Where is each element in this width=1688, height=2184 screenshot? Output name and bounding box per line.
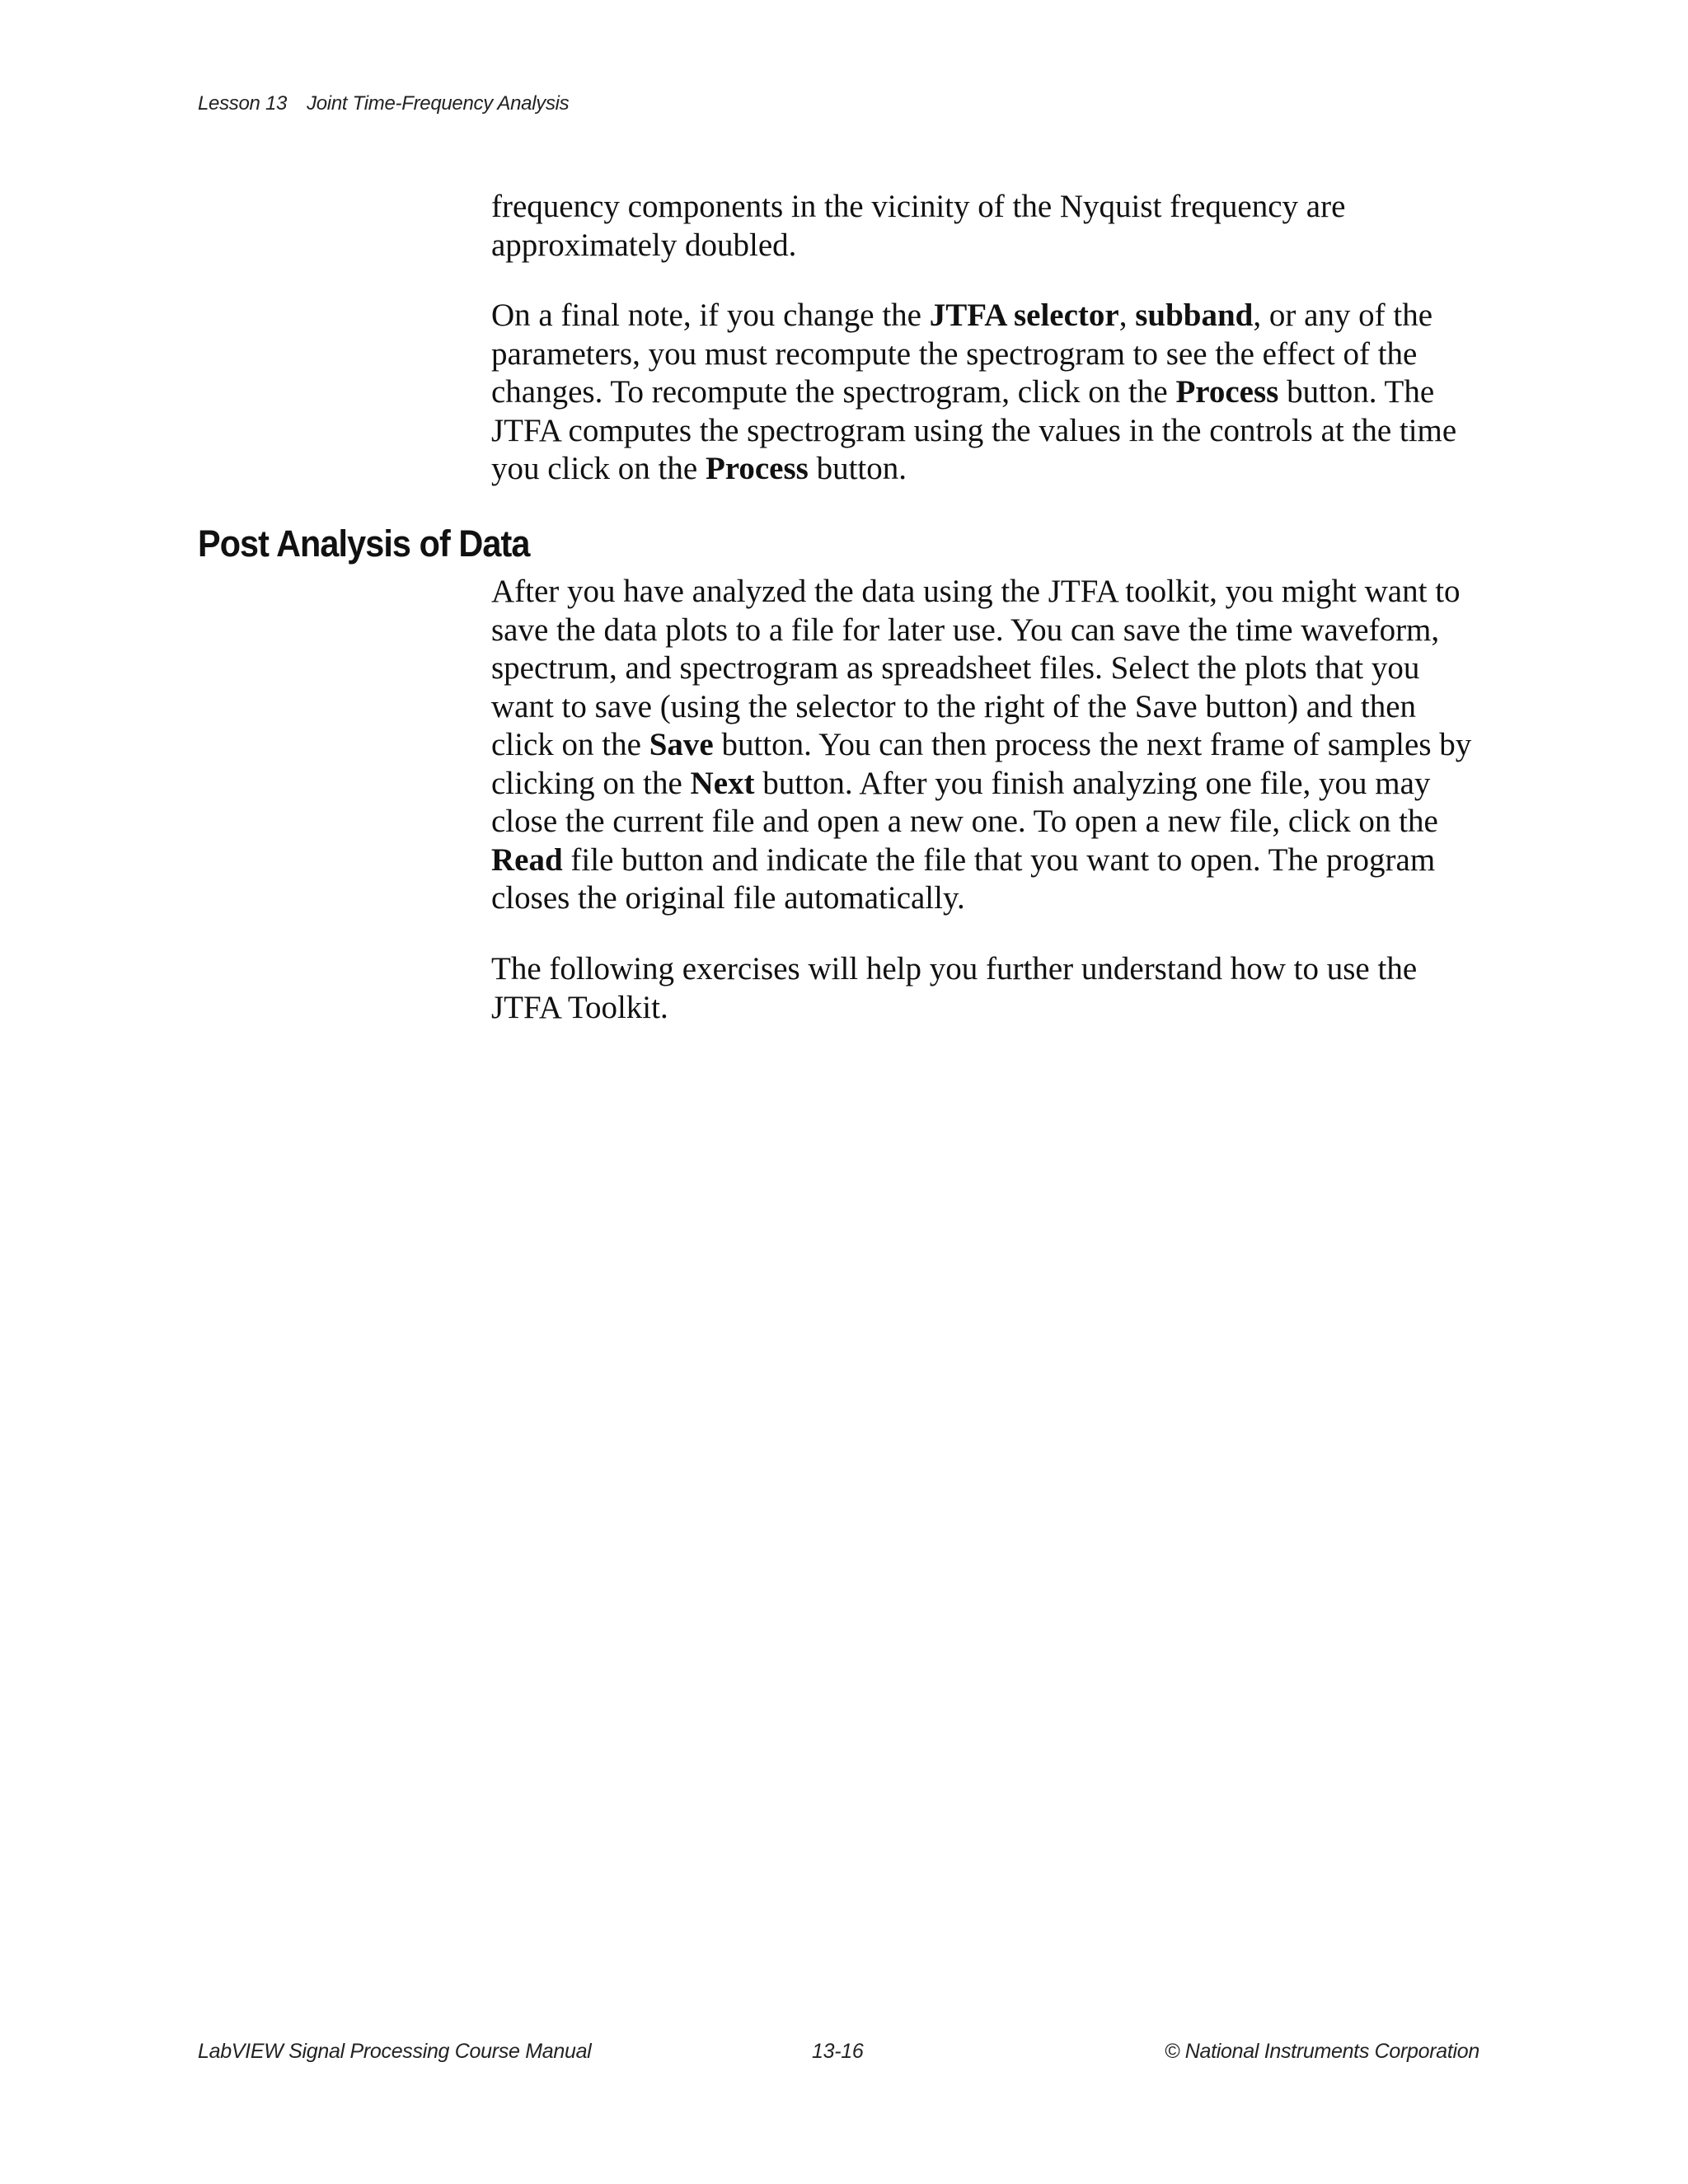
lesson-number: Lesson 13 [198,92,288,115]
term-jtfa-selector: JTFA selector [929,298,1119,333]
footer-manual-title: LabVIEW Signal Processing Course Manual [198,2040,592,2063]
term-save: Save [649,727,714,762]
text-run: button. After you finish analyzing one file, you may close the current file and open a new one. To open a new file, click on the [491,765,1438,839]
paragraph-nyquist: frequency components in the vicinity of the Nyquist frequency are approximately doubled. [491,189,1346,263]
text-run: file button and indicate the file that you want to open. The program closes the original file automatically. [491,841,1436,916]
paragraph-final-note [491,297,1480,489]
chapter-title: Joint Time-Frequency Analysis [307,92,570,115]
paragraph-post-analysis [491,573,1480,918]
footer-page-number: 13-16 [812,2040,864,2063]
text-run: After you have analyzed the data using the JTFA toolkit, you might want to save the data plots to a file for later use. You can save the time waveform, spectrum, and spectrogram as spreadsheet files. Select the plots that you want to save (using the selector to the right of the Save button) and then click on the [491,574,1461,762]
paragraph-exercises: The following exercises will help you further understand how to use the JTFA Toolkit. [491,951,1418,1025]
footer-copyright: © National Instruments Corporation [1164,2040,1479,2063]
text-run: button. You can then process the next frame of samples by clicking on the [491,727,1472,801]
section-heading: Post Analysis of Data [198,523,530,565]
text-run: button. [808,451,907,486]
term-subband: subband [1135,298,1254,333]
term-read: Read [491,841,563,878]
running-header [198,92,569,115]
term-process: Process [1175,374,1279,410]
text-run: On a final note, if you change the [491,298,930,333]
term-process: Process [705,451,809,486]
text-run: button. The JTFA computes the spectrogram using the values in the controls at the time you click on the [491,374,1457,486]
term-next: Next [690,765,755,801]
text-run: , or any of the parameters, you must recompute the spectrogram to see the effect of the changes. To recompute the spectrogram, click on the [491,298,1433,410]
text-run: , [1118,298,1136,333]
